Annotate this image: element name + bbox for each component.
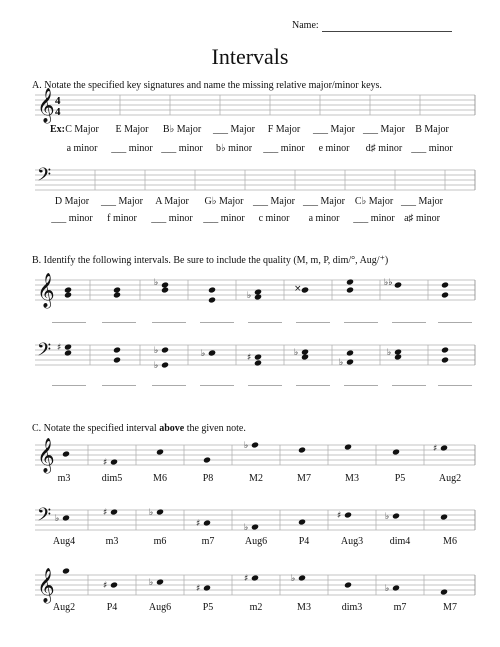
key-label-minor: ___ minor [51,213,93,224]
note-head [113,291,121,298]
accidental-icon: ♭ [294,348,299,358]
interval-label: dim3 [341,602,363,613]
note-head [254,293,262,300]
interval-label: P4 [106,602,118,613]
note-head [298,518,306,525]
note-head [208,349,216,356]
treble-clef-icon: 𝄞 [37,438,55,473]
time-signature: 4 [55,95,61,107]
note-head [394,353,402,360]
accidental-icon: ♯ [103,581,108,591]
note-head [110,581,118,588]
note-head [298,446,306,453]
interval-label: M3 [297,602,311,613]
key-label-minor: a minor [308,213,340,224]
note-head [441,291,449,298]
accidental-icon: ♯ [196,584,201,594]
accidental-icon: ♭ [339,358,344,368]
key-label-minor: ___ minor [111,143,153,154]
key-label-major: ___ Major [363,124,405,135]
note-head [62,514,70,521]
section-a-instruction: A. Notate the specified key signatures and name the missing relative major/minor keys. [32,80,382,91]
interval-label: M3 [345,473,359,484]
interval-label: m6 [153,536,167,547]
note-head [161,361,169,368]
note-head [344,581,352,588]
note-head [161,346,169,353]
note-head [62,567,70,574]
key-label-minor: b♭ minor [215,143,253,154]
note-head [298,574,306,581]
interval-label: M7 [297,473,311,484]
name-label: Name: [292,20,319,31]
interval-label: m7 [393,602,407,613]
key-label-minor: d♯ minor [365,143,403,154]
interval-label: Aug2 [52,602,76,613]
accidental-icon: ♭ [244,441,249,451]
section-c-instruction: C. Notate the specified interval above the given note. [32,423,246,434]
accidental-icon: ♯ [103,458,108,468]
note-head [440,513,448,520]
accidental-icon: ♭♭ [384,278,393,288]
key-label-major: C♭ Major [354,196,394,207]
note-head [392,584,400,591]
key-label-major: F Major [267,124,301,135]
key-label-minor: ___ minor [353,213,395,224]
note-head [203,584,211,591]
accidental-icon: ♭ [291,574,296,584]
key-label-major: C Major [65,124,99,135]
interval-label: Aug6 [148,602,172,613]
key-label-major: G♭ Major [204,196,244,207]
key-label-major: ___ Major [253,196,295,207]
bass-clef-icon: 𝄢 [37,505,52,530]
note-head [441,281,449,288]
interval-label: P5 [394,473,406,484]
note-head [440,588,448,595]
note-head [208,286,216,293]
note-head [441,346,449,353]
time-signature: 4 [55,106,61,118]
note-head [344,511,352,518]
note-head [62,450,70,457]
treble-clef-icon: 𝄞 [37,88,55,123]
interval-label: M2 [249,473,263,484]
key-label-minor: ___ minor [161,143,203,154]
interval-label: M6 [153,473,167,484]
note-head [208,296,216,303]
accidental-icon: ♭ [201,349,206,359]
interval-label: dim5 [101,473,123,484]
note-head [64,349,72,356]
note-head [64,343,72,350]
interval-label: M7 [443,602,457,613]
note-head [346,278,354,285]
accidental-icon: ♭ [154,346,159,356]
note-head [440,444,448,451]
key-label-minor: c minor [258,213,290,224]
interval-label: m3 [57,473,71,484]
key-label-minor: a minor [66,143,98,154]
interval-label: m3 [105,536,119,547]
key-label-minor: ___ minor [203,213,245,224]
accidental-icon: ♯ [103,508,108,518]
note-head [346,349,354,356]
note-head [203,456,211,463]
key-label-major: B Major [415,124,449,135]
interval-label: M6 [443,536,457,547]
key-label-major: ___ Major [401,196,443,207]
note-head [344,443,352,450]
bass-clef-icon: 𝄢 [37,165,52,190]
note-head [156,448,164,455]
interval-label: Aug3 [340,536,364,547]
key-label-minor: a♯ minor [404,213,440,224]
accidental-icon: ♭ [244,523,249,533]
interval-label: P8 [202,473,214,484]
note-head [113,356,121,363]
accidental-icon: ♯ [247,353,252,363]
note-head [346,358,354,365]
note-head [110,458,118,465]
note-head [301,353,309,360]
interval-label: m7 [201,536,215,547]
key-label-minor: ___ minor [263,143,305,154]
note-head [392,448,400,455]
accidental-icon: × [294,284,302,294]
accidental-icon: ♯ [337,511,342,521]
key-label-major: D Major [54,196,90,207]
note-head [64,291,72,298]
interval-label: Aug4 [52,536,76,547]
interval-label: Aug6 [244,536,268,547]
section-b-instruction: B. Identify the following intervals. Be sure to include the quality (M, m, P, dim/°, Aug/⁺) [32,255,389,266]
treble-clef-icon: 𝄞 [37,568,55,603]
accidental-icon: ♭ [154,278,159,288]
key-label-minor: f minor [107,213,137,224]
key-label-major: E Major [115,124,149,135]
key-label-major: ___ Major [213,124,255,135]
key-label-minor: ___ minor [151,213,193,224]
accidental-icon: ♯ [433,444,438,454]
note-head [251,441,259,448]
treble-clef-icon: 𝄞 [37,273,55,308]
accidental-icon: ♭ [55,514,60,524]
accidental-icon: ♯ [57,343,62,353]
accidental-icon: ♭ [385,512,390,522]
key-label-major: B♭ Major [162,124,202,135]
interval-label: P5 [202,602,214,613]
note-head [301,286,309,293]
example-label: Ex: [50,124,65,135]
accidental-icon: ♭ [247,291,252,301]
key-label-major: A Major [155,196,189,207]
note-head [156,508,164,515]
note-head [441,356,449,363]
page-title: Intervals [211,44,289,69]
note-head [394,281,402,288]
note-head [251,523,259,530]
accidental-icon: ♭ [149,578,154,588]
key-label-major: ___ Major [313,124,355,135]
note-head [346,286,354,293]
accidental-icon: ♯ [196,519,201,529]
note-head [161,286,169,293]
accidental-icon: ♯ [244,574,249,584]
note-head [156,578,164,585]
interval-label: P4 [298,536,310,547]
interval-label: dim4 [389,536,411,547]
key-label-major: ___ Major [303,196,345,207]
note-head [251,574,259,581]
key-label-major: ___ Major [101,196,143,207]
bass-clef-icon: 𝄢 [37,340,52,365]
note-head [392,512,400,519]
accidental-icon: ♭ [387,348,392,358]
interval-label: m2 [249,602,263,613]
accidental-icon: ♭ [385,584,390,594]
key-label-minor: e minor [318,143,350,154]
note-head [254,359,262,366]
key-label-minor: ___ minor [411,143,453,154]
note-head [113,346,121,353]
interval-label: Aug2 [438,473,462,484]
note-head [254,353,262,360]
accidental-icon: ♭ [149,508,154,518]
note-head [110,508,118,515]
accidental-icon: ♭ [154,361,159,371]
note-head [203,519,211,526]
